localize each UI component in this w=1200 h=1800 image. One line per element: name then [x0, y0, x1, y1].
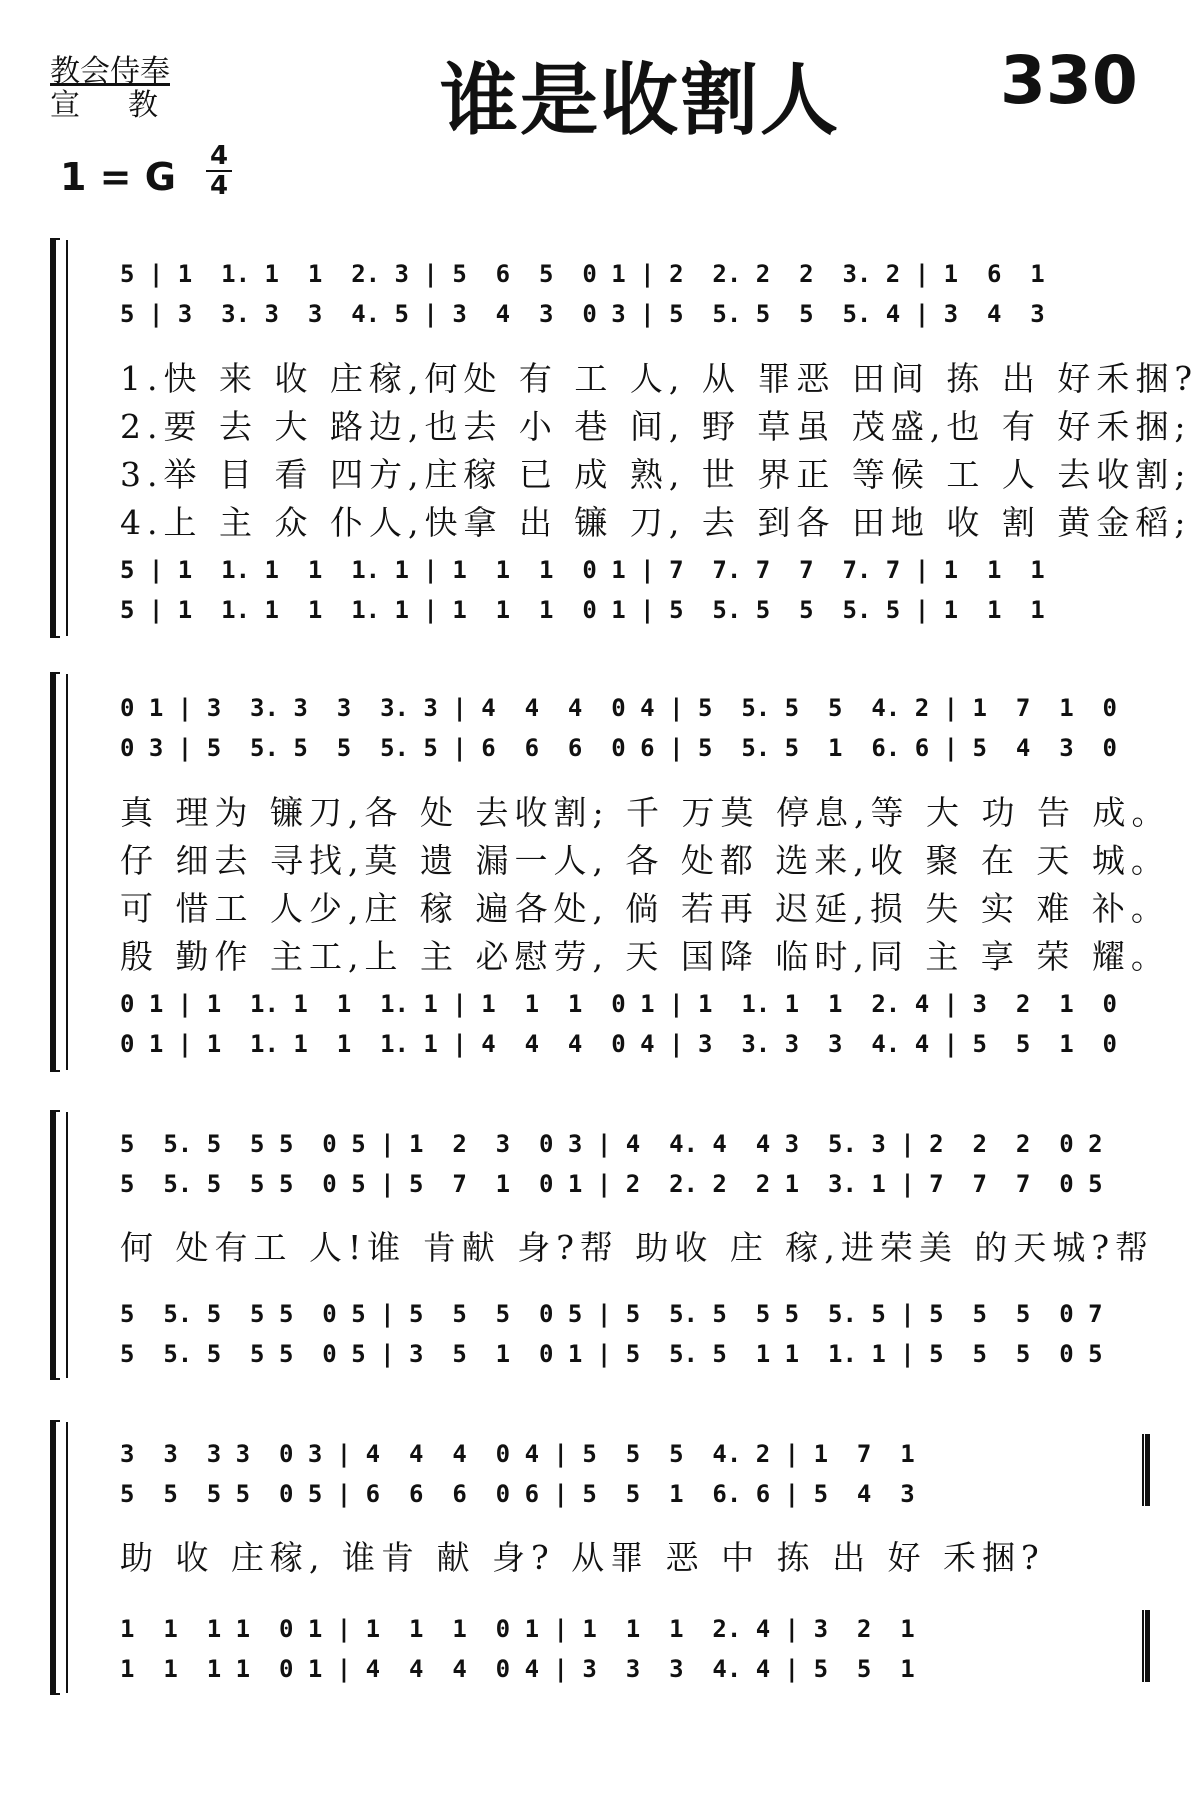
lower-staff-row: 5 | 1 1. 1 1 1. 1 | 1 1 1 0 1 | 7 7. 7 7 7. 7 | 1 1 1 — [120, 556, 1045, 584]
lyric-line: 1.快 来 收 庄稼,何处 有 工 人, 从 罪恶 田间 拣 出 好禾捆? — [120, 359, 1199, 398]
lyric-line: 仔 细去 寻找,莫 遗 漏一人, 各 处都 选来,收 聚 在 天 城。 — [120, 841, 1170, 880]
upper-staff-row: 5 5. 5 5 5 0 5 | 5 7 1 0 1 | 2 2. 2 2 1 3. 1 | 7 7 7 0 5 — [120, 1170, 1103, 1198]
lyric-line: 何 处有工 人!谁 肯献 身?帮 助收 庄 稼,进荣美 的天城?帮 — [120, 1228, 1155, 1267]
meter-top: 4 — [209, 141, 229, 171]
lower-staff-row: 5 | 1 1. 1 1 1. 1 | 1 1 1 0 1 | 5 5. 5 5 5. 5 | 1 1 1 — [120, 596, 1045, 624]
system-4 — [50, 1420, 1160, 1695]
system-1 — [50, 238, 1199, 638]
system-bracket — [50, 672, 60, 1072]
system-bracket — [50, 1420, 60, 1695]
upper-staff-row: 5 | 3 3. 3 3 4. 5 | 3 4 3 0 3 | 5 5. 5 5 5. 4 | 3 4 3 — [120, 300, 1045, 328]
category-line-1: 教会侍奉 — [50, 54, 170, 89]
lyric-line: 殷 勤作 主工,上 主 必慰劳, 天 国降 临时,同 主 享 荣 耀。 — [120, 937, 1170, 976]
upper-staff-row: 0 3 | 5 5. 5 5 5. 5 | 6 6 6 0 6 | 5 5. 5 1 6. 6 | 5 4 3 0 — [120, 734, 1117, 762]
lower-staff-row: 5 5. 5 5 5 0 5 | 3 5 1 0 1 | 5 5. 5 1 1 1. 1 | 5 5 5 0 5 — [120, 1340, 1103, 1368]
time-signature — [204, 142, 234, 200]
lower-staff-row: 0 1 | 1 1. 1 1 1. 1 | 1 1 1 0 1 | 1 1. 1 1 2. 4 | 3 2 1 0 — [120, 990, 1117, 1018]
system-bracket — [50, 238, 60, 638]
upper-staff-row: 5 5. 5 5 5 0 5 | 1 2 3 0 3 | 4 4. 4 4 3 5. 3 | 2 2 2 0 2 — [120, 1130, 1103, 1158]
upper-staff-row: 0 1 | 3 3. 3 3 3. 3 | 4 4 4 0 4 | 5 5. 5 5 4. 2 | 1 7 1 0 — [120, 694, 1117, 722]
final-barline-upper — [1142, 1434, 1150, 1506]
upper-staff-row: 3 3 3 3 0 3 | 4 4 4 0 4 | 5 5 5 4. 2 | 1 7 1 — [120, 1440, 915, 1468]
category-label — [50, 55, 206, 123]
lower-staff-row: 0 1 | 1 1. 1 1 1. 1 | 4 4 4 0 4 | 3 3. 3 3 4. 4 | 5 5 1 0 — [120, 1030, 1117, 1058]
lower-staff-row: 1 1 1 1 0 1 | 4 4 4 0 4 | 3 3 3 4. 4 | 5 5 1 — [120, 1655, 915, 1683]
lower-staff-row: 5 5. 5 5 5 0 5 | 5 5 5 0 5 | 5 5. 5 5 5 5. 5 | 5 5 5 0 7 — [120, 1300, 1103, 1328]
lyric-line: 可 惜工 人少,庄 稼 遍各处, 倘 若再 迟延,损 失 实 难 补。 — [120, 889, 1170, 928]
lyric-line: 4.上 主 众 仆人,快拿 出 镰 刀, 去 到各 田地 收 割 黄金稻; — [120, 503, 1192, 542]
lyric-line: 3.举 目 看 四方,庄稼 已 成 熟, 世 界正 等候 工 人 去收割; — [120, 455, 1192, 494]
system-3 — [50, 1110, 1160, 1380]
upper-staff-row: 5 | 1 1. 1 1 2. 3 | 5 6 5 0 1 | 2 2. 2 2 3. 2 | 1 6 1 — [120, 260, 1045, 288]
system-bracket — [50, 1110, 60, 1380]
lyric-line: 助 收 庄稼, 谁肯 献 身? 从罪 恶 中 拣 出 好 禾捆? — [120, 1538, 1045, 1577]
lyric-line: 真 理为 镰刀,各 处 去收割; 千 万莫 停息,等 大 功 告 成。 — [120, 793, 1171, 832]
hymn-title: 谁是收割人 — [440, 56, 841, 146]
key-signature: 1 = G — [60, 155, 176, 199]
hymn-number: 330 — [1000, 42, 1138, 119]
system-2 — [50, 672, 1171, 1072]
final-barline-lower — [1142, 1610, 1150, 1682]
upper-staff-row: 5 5 5 5 0 5 | 6 6 6 0 6 | 5 5 1 6. 6 | 5 4 3 — [120, 1480, 915, 1508]
category-line-2: 宣教 — [50, 88, 206, 123]
lower-staff-row: 1 1 1 1 0 1 | 1 1 1 0 1 | 1 1 1 2. 4 | 3 2 1 — [120, 1615, 915, 1643]
lyric-line: 2.要 去 大 路边,也去 小 巷 间, 野 草虽 茂盛,也 有 好禾捆; — [120, 407, 1192, 446]
meter-bottom: 4 — [209, 171, 229, 201]
